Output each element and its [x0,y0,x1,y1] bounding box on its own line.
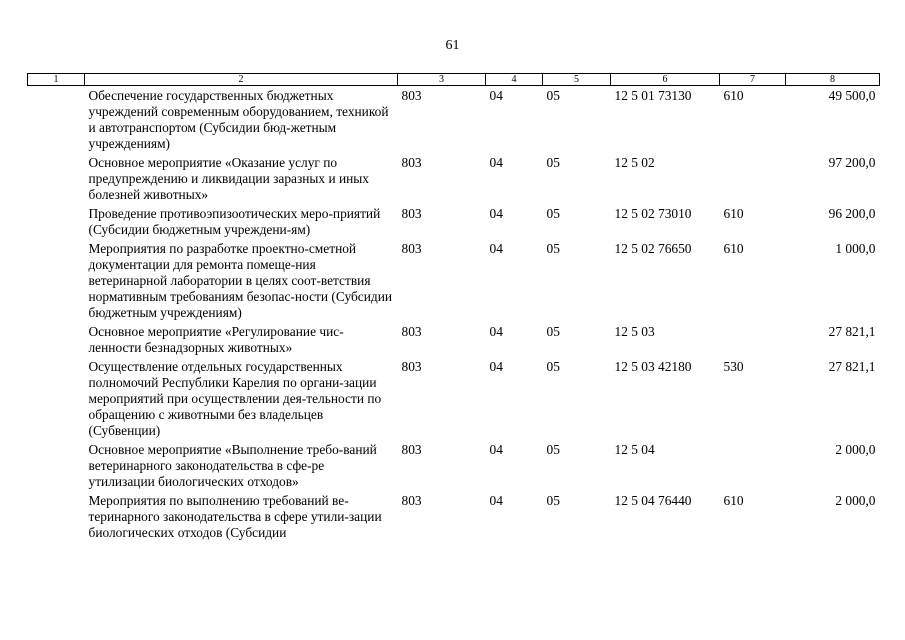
empty-cell [28,491,85,542]
subsection-code: 05 [546,155,560,170]
empty-cell [28,153,85,204]
row-name: Осуществление отдельных государственных полномочий Республики Карелия по органи-зации мероприятий при осуществлении дея-тельности по обращению с животными без владельцев (Субвенции) [88,359,382,438]
table-row [28,204,880,239]
ministry-code: 803 [401,442,422,457]
empty-cell [28,86,85,154]
table-row [28,86,880,154]
target-article-code: 12 5 04 76440 [614,493,692,508]
column-number: 5 [543,74,611,86]
amount: 96 200,0 [828,206,876,221]
column-number: 6 [611,74,720,86]
amount: 97 200,0 [828,155,876,170]
ministry-code: 803 [401,241,422,256]
subsection-code: 05 [546,241,560,256]
expense-type-code: 610 [723,241,744,256]
row-name: Основное мероприятие «Оказание услуг по предупреждению и ликвидации заразных и иных болезней животных» [88,155,369,202]
section-code: 04 [489,493,503,508]
target-article-code: 12 5 01 73130 [614,88,692,103]
ministry-code: 803 [401,493,422,508]
ministry-code: 803 [401,206,422,221]
table-row [28,440,880,491]
section-code: 04 [489,241,503,256]
amount: 1 000,0 [835,241,876,256]
subsection-code: 05 [546,324,560,339]
empty-cell [28,322,85,357]
section-code: 04 [489,442,503,457]
row-name: Проведение противоэпизоотических меро-приятий (Субсидии бюджетным учреждени-ям) [88,206,381,237]
amount: 2 000,0 [835,493,876,508]
table-row [28,153,880,204]
ministry-code: 803 [401,155,422,170]
row-name: Обеспечение государственных бюджетных учреждений современным оборудованием, техникой и автотранспортом (Субсидии бюд-жетным учреждениям) [88,88,389,151]
empty-cell [28,440,85,491]
target-article-code: 12 5 04 [614,442,655,457]
table-row [28,357,880,440]
section-code: 04 [489,359,503,374]
section-code: 04 [489,88,503,103]
table-row [28,491,880,542]
target-article-code: 12 5 02 [614,155,655,170]
page-number: 61 [445,38,460,53]
amount: 27 821,1 [828,359,876,374]
table-row [28,239,880,322]
row-name: Мероприятия по разработке проектно-сметной документации для ремонта помеще-ния ветеринарной лаборатории в целях соот-ветствия нормативным требованиям безопас-ности (Субсидии бюджетным учреждениям) [88,241,393,320]
row-name: Основное мероприятие «Выполнение требо-ваний ветеринарного законодательства в сфе-ре утилизации биологических отходов» [88,442,377,489]
amount: 49 500,0 [828,88,876,103]
column-number: 4 [486,74,543,86]
expense-type-code [720,153,786,204]
section-code: 04 [489,206,503,221]
ministry-code: 803 [401,324,422,339]
row-name: Основное мероприятие «Регулирование чис-ленности безнадзорных животных» [88,324,344,355]
subsection-code: 05 [546,359,560,374]
column-number: 3 [398,74,486,86]
expense-type-code: 530 [723,359,744,374]
column-number: 1 [28,74,85,86]
target-article-code: 12 5 03 42180 [614,359,692,374]
table-body [28,86,880,543]
row-name: Мероприятия по выполнению требований ве-теринарного законодательства в сфере утили-зации биологических отходов (Субсидии [88,493,382,540]
target-article-code: 12 5 03 [614,324,655,339]
column-number: 2 [85,74,398,86]
subsection-code: 05 [546,442,560,457]
subsection-code: 05 [546,88,560,103]
section-code: 04 [489,155,503,170]
column-number: 7 [720,74,786,86]
expense-type-code [720,440,786,491]
expense-type-code: 610 [723,493,744,508]
ministry-code: 803 [401,88,422,103]
amount: 27 821,1 [828,324,876,339]
expense-type-code: 610 [723,206,744,221]
target-article-code: 12 5 02 76650 [614,241,692,256]
table-row [28,322,880,357]
subsection-code: 05 [546,493,560,508]
expense-type-code [720,322,786,357]
subsection-code: 05 [546,206,560,221]
empty-cell [28,204,85,239]
empty-cell [28,239,85,322]
section-code: 04 [489,324,503,339]
budget-table [27,73,880,542]
ministry-code: 803 [401,359,422,374]
amount: 2 000,0 [835,442,876,457]
column-number: 8 [786,74,880,86]
expense-type-code: 610 [723,88,744,103]
empty-cell [28,357,85,440]
column-number-row [28,74,880,86]
target-article-code: 12 5 02 73010 [614,206,692,221]
